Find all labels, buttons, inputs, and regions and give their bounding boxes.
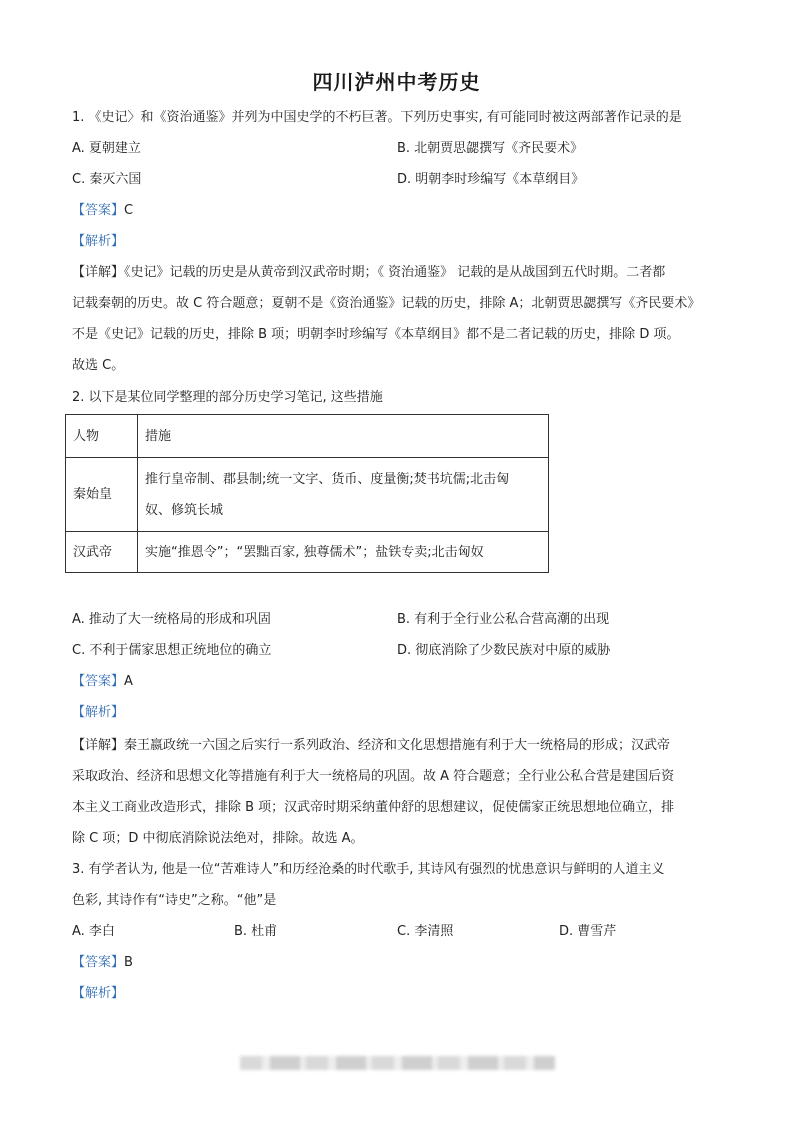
q2-detail-line-1 [72, 737, 670, 755]
answer-value: A [124, 674, 133, 689]
measure-line: 推行皇帝制、郡县制;统一文字、货币、度量衡;焚书坑儒;北击匈 [145, 471, 510, 487]
q2-detail-line-4: 除 C 项；D 中彻底消除说法绝对，排除。故选 A。 [72, 831, 364, 846]
q1-option-c: C. 秦灭六国 [72, 172, 142, 187]
q1-option-a: A. 夏朝建立 [72, 141, 141, 156]
table-header-cell: 人物 [66, 415, 138, 458]
table-row [66, 532, 549, 573]
q2-analysis-label: 【解析】 [72, 705, 125, 720]
q1-option-d: D. 明朝李时珍编写《本草纲目》 [397, 172, 585, 187]
q2-option-a: A. 推动了大一统格局的形成和巩固 [72, 612, 271, 627]
q3-option-a: A. 李白 [72, 924, 115, 939]
page-title: 四川泸州中考历史 [312, 70, 481, 94]
detail-text: 《史记》记载的历史是从黄帝到汉武帝时期；《 资治通鉴》 记载的是从战国到五代时期。二者都 [124, 265, 666, 280]
q3-stem-line-2: 色彩, 其诗作有“诗史”之称。“他”是 [72, 893, 277, 908]
answer-label: 【答案】 [72, 955, 125, 970]
blurred-footer-watermark [240, 1056, 555, 1070]
q3-stem-line-1: 3. 有学者认为, 他是一位“苦难诗人”和历经沧桑的时代歌手, 其诗风有强烈的忧患意识与鲜明的人道主义 [72, 862, 665, 877]
q2-stem: 2. 以下是某位同学整理的部分历史学习笔记, 这些措施 [72, 390, 383, 405]
table-header-cell: 措施 [138, 415, 549, 458]
table-cell-person: 汉武帝 [66, 532, 138, 573]
table-header-row [66, 415, 549, 458]
q2-answer [72, 673, 133, 691]
detail-label: 【详解】 [72, 738, 125, 753]
answer-value: B [124, 955, 133, 970]
answer-value: C [124, 203, 134, 218]
q1-option-b: B. 北朝贾思勰撰写《齐民要术》 [397, 141, 584, 156]
answer-label: 【答案】 [72, 203, 125, 218]
q1-detail-line-2: 记载秦朝的历史。故 C 符合题意；夏朝不是《资治通鉴》记载的历史，排除 A；北朝贾思勰撰写《齐民要术》 [72, 296, 701, 311]
detail-text: 秦王嬴政统一六国之后实行一系列政治、经济和文化思想措施有利于大一统格局的形成；汉武帝 [124, 738, 671, 753]
q1-analysis-label: 【解析】 [72, 234, 125, 249]
detail-label: 【详解】 [72, 265, 125, 280]
q3-answer [72, 954, 133, 972]
q3-option-d: D. 曹雪芹 [559, 924, 617, 939]
q3-option-b: B. 杜甫 [234, 924, 278, 939]
notes-table [65, 414, 549, 573]
measure-line: 奴、修筑长城 [145, 502, 224, 518]
table-row [66, 458, 549, 532]
q3-option-c: C. 李清照 [397, 924, 454, 939]
table-cell-person: 秦始皇 [66, 458, 138, 532]
table-cell-measures [138, 532, 549, 573]
q2-option-b: B. 有利于全行业公私合营高潮的出现 [397, 612, 610, 627]
q2-detail-line-2: 采取政治、经济和思想文化等措施有利于大一统格局的巩固。故 A 符合题意；全行业公私合营是建国后资 [72, 769, 675, 784]
table-cell-measures [138, 458, 549, 532]
q1-detail-line-1 [72, 264, 665, 282]
q2-option-d: D. 彻底消除了少数民族对中原的威胁 [397, 643, 611, 658]
q1-stem: 1. 《史记〉和《资治通鉴》并列为中国史学的不朽巨著。下列历史事实, 有可能同时被这两部著作记录的是 [72, 110, 682, 125]
answer-label: 【答案】 [72, 674, 125, 689]
q2-option-c: C. 不利于儒家思想正统地位的确立 [72, 643, 272, 658]
q3-analysis-label: 【解析】 [72, 986, 125, 1001]
q1-detail-line-4: 故选 C。 [72, 358, 125, 373]
measure-line: 实施“推恩令”；“罢黜百家, 独尊儒术”；盐铁专卖;北击匈奴 [145, 544, 484, 560]
q2-detail-line-3: 本主义工商业改造形式，排除 B 项；汉武帝时期采纳董仲舒的思想建议，促使儒家正统思想地位确立，排 [72, 800, 675, 815]
q1-answer [72, 202, 133, 220]
q1-detail-line-3: 不是《史记》记载的历史，排除 B 项；明朝李时珍编写《本草纲目》都不是二者记载的历史，排除 D 项。 [72, 327, 680, 342]
